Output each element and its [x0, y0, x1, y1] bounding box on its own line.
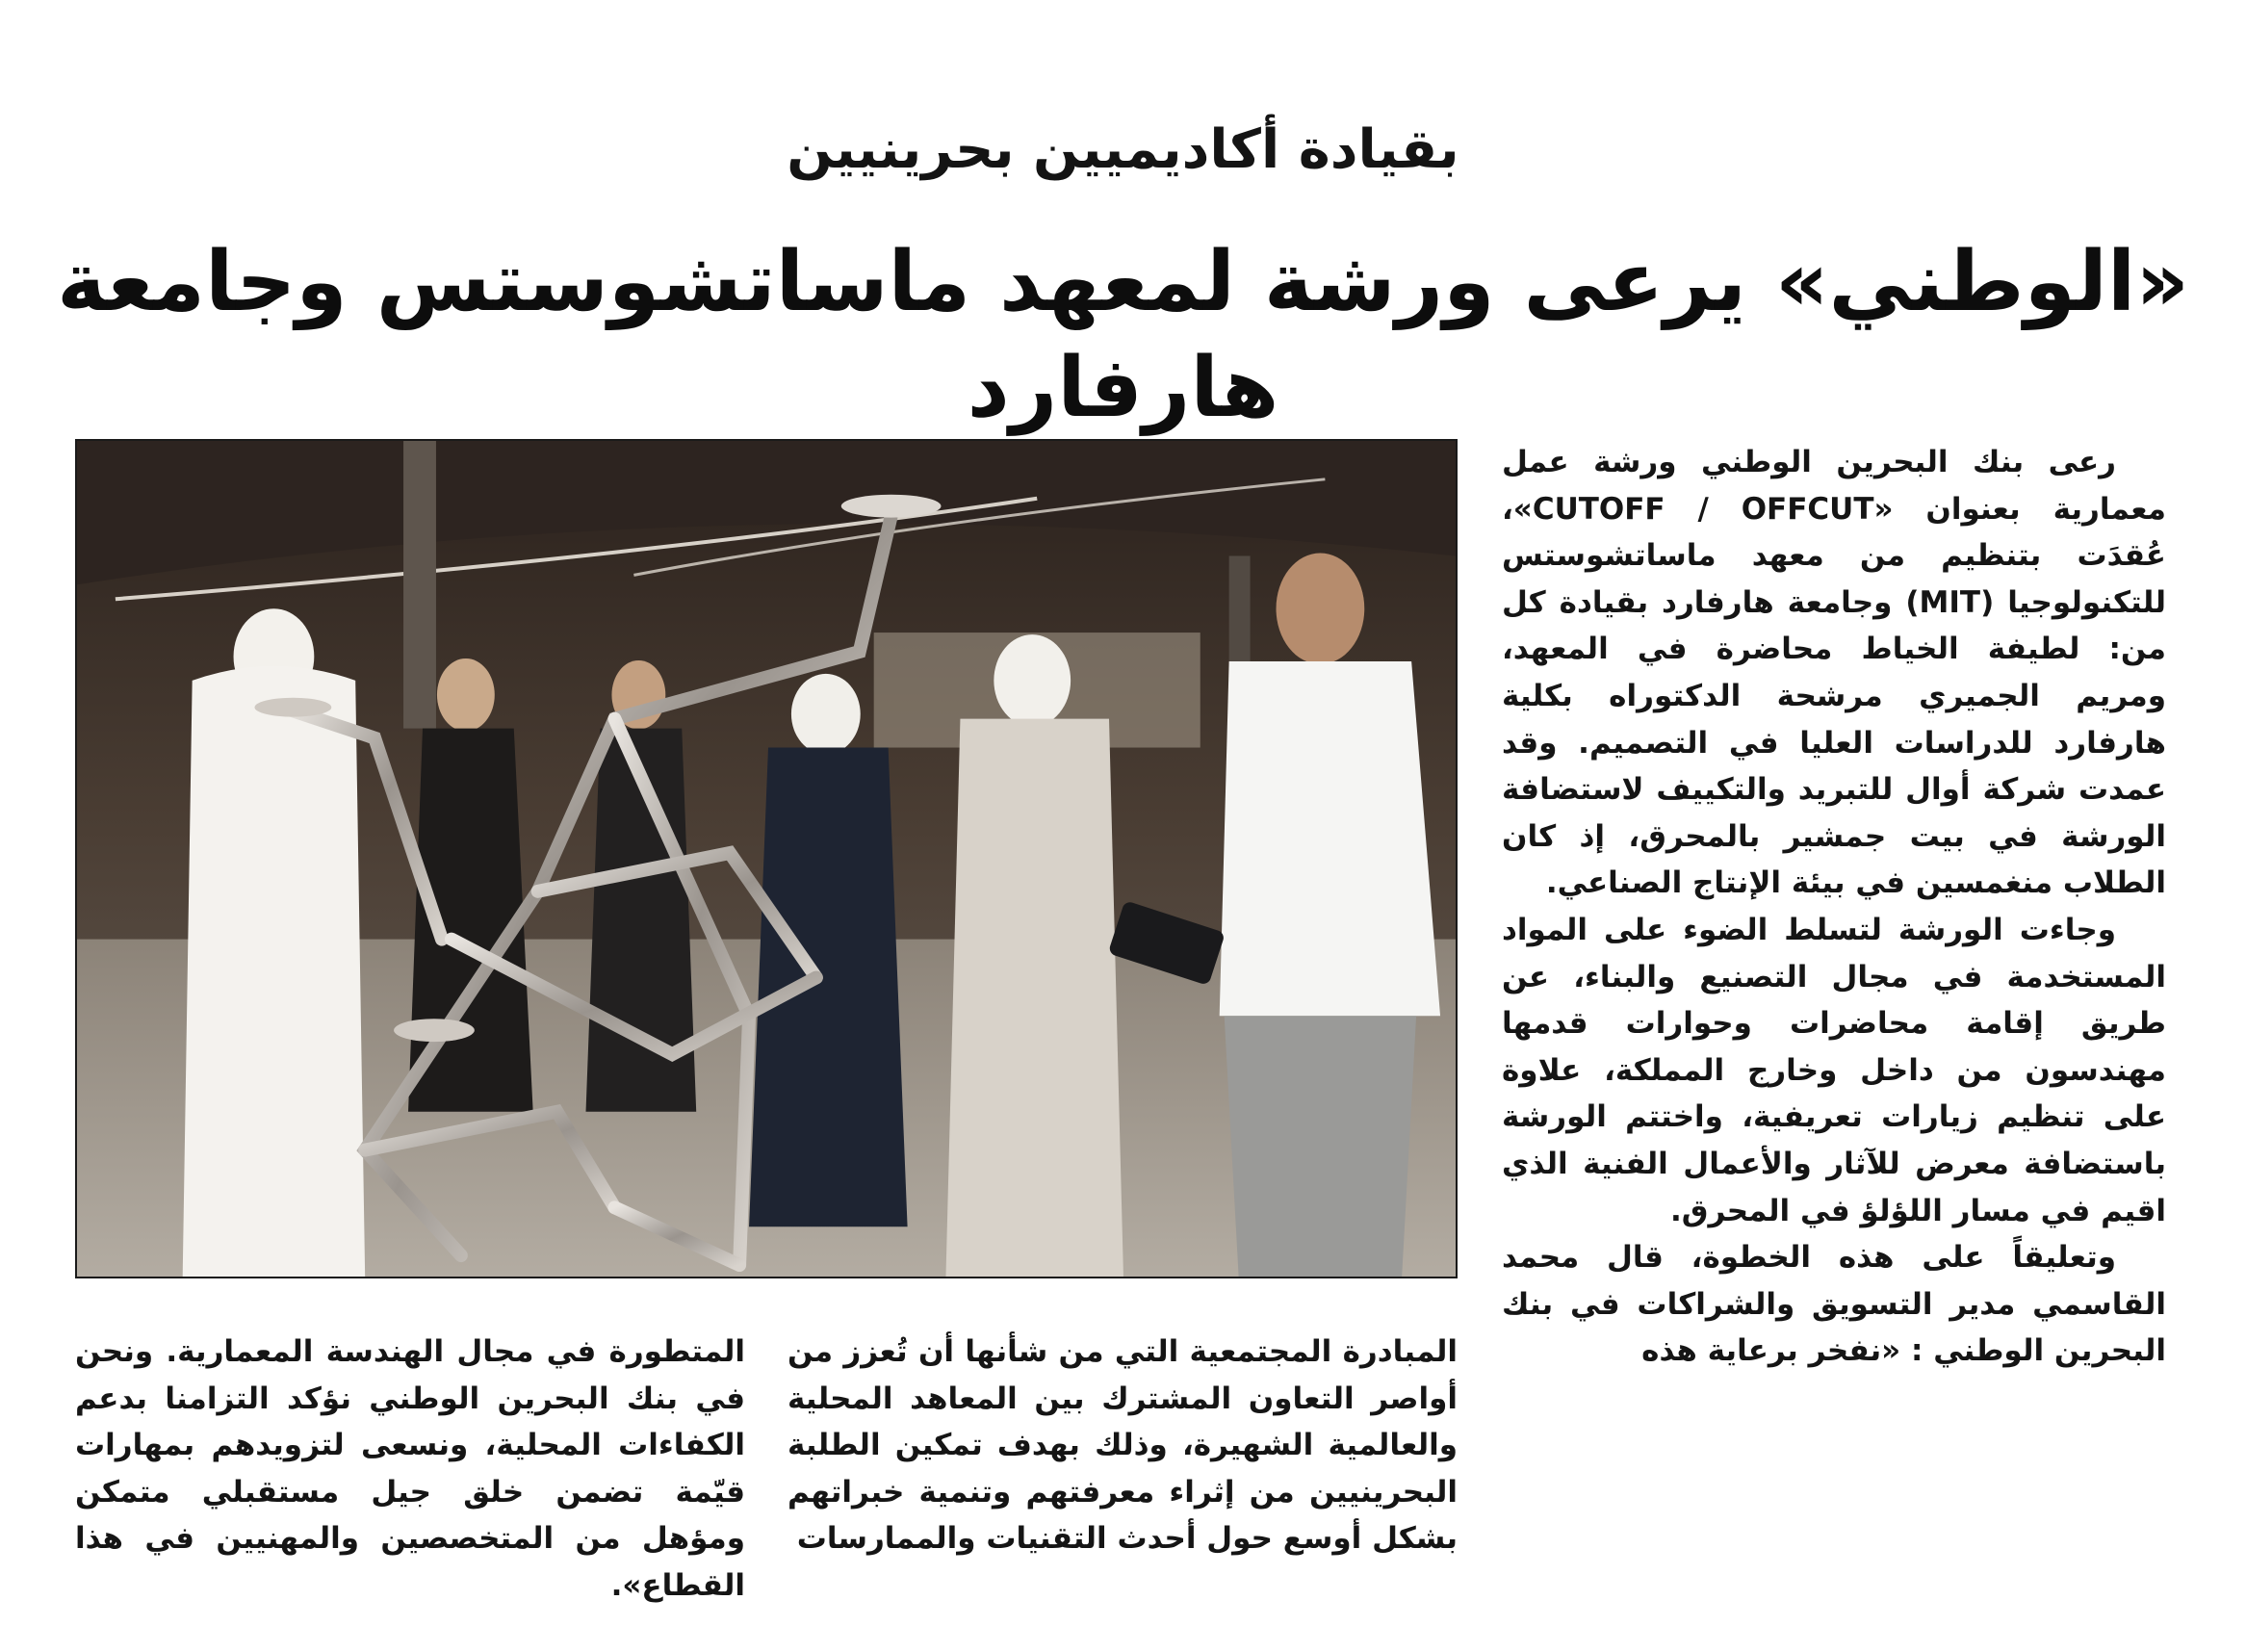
article-column-left — [75, 1329, 745, 1610]
article-column-right — [1502, 439, 2166, 1375]
photo-icon — [77, 441, 1456, 1277]
article-kicker: بقيادة أكاديميين بحرينيين — [787, 118, 1459, 181]
article-headline: «الوطني» يرعى ورشة لمعهد ماساتشوستس وجامعة هارفارد — [57, 234, 2189, 436]
paragraph-1: رعى بنك البحرين الوطني ورشة عمل معمارية بعنوان «CUTOFF / OFFCUT»، عُقدَت بتنظيم من معهد ماساتشوستس للتكنولوجيا (MIT) وجامعة هارفارد بقيادة كل من: لطيفة الخياط محاضرة في المعهد، ومريم الجميري مرشحة الدكتوراه بكلية هارفارد للدراسات العليا في التصميم. وقد عمدت شركة أوال للتبريد والتكييف لاستضافة الورشة في بيت جمشير بالمحرق، إذ كان الطلاب منغمسين في بيئة الإنتاج الصناعي. — [1502, 445, 2166, 901]
paragraph-3: وتعليقاً على هذه الخطوة، قال محمد القاسمي مدير التسويق والشراكات في بنك البحرين الوطني : «نفخر برعاية هذه — [1502, 1240, 2166, 1369]
article-photo — [75, 439, 1458, 1278]
article-column-middle — [787, 1329, 1458, 1562]
paragraph-2: وجاءت الورشة لتسلط الضوء على المواد المستخدمة في مجال التصنيع والبناء، عن طريق إقامة محاضرات وحوارات قدمها مهندسون من داخل وخارج المملكة، علاوة على تنظيم زيارات تعريفية، واختتم الورشة باستضافة معرض للآثار والأعمال الفنية الذي اقيم في مسار اللؤلؤ في المحرق. — [1502, 912, 2166, 1228]
paragraph-4: المبادرة المجتمعية التي من شأنها أن تُعزز من أواصر التعاون المشترك بين المعاهد المحلية والعالمية الشهيرة، وذلك بهدف تمكين الطلبة البحرينيين من إثراء معرفتهم وتنمية خبراتهم بشكل أوسع حول أحدث التقنيات والممارسات — [787, 1334, 1458, 1557]
paragraph-5: المتطورة في مجال الهندسة المعمارية. ونحن في بنك البحرين الوطني نؤكد التزامنا بدعم الكفاءات المحلية، ونسعى لتزويدهم بمهارات قيّمة تضمن خلق جيل مستقبلي متمكن ومؤهل من المتخصصين والمهنيين في هذا القطاع». — [75, 1334, 745, 1603]
